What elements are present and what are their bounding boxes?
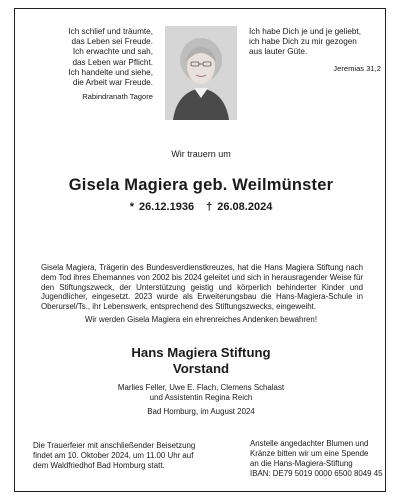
birth-date: * 26.12.1936: [129, 201, 195, 213]
tribute-line: in Oberursel/Ts., ihr Lebenswerk, entsprechend des Stiftungszwecks, eingeweiht.: [41, 292, 363, 312]
portrait-image: [165, 26, 237, 120]
quote-right-author: Jeremias 31,2: [333, 63, 381, 73]
donation-line: Kränze bitten wir um eine Spende: [250, 449, 369, 458]
members-line: Marlies Feller, Uwe E. Flach, Clemens Schalast: [117, 383, 285, 392]
funeral-line: Die Trauerfeier mit anschließender Beisetzung: [33, 441, 196, 450]
organization-board: Vorstand: [172, 361, 230, 376]
donation-line: an die Hans-Magiera-Stiftung: [250, 459, 353, 468]
death-date: † 26.08.2024: [206, 201, 273, 213]
donation-line: Anstelle angedachter Blumen und: [250, 439, 369, 448]
board-members: [15, 383, 387, 403]
organization-name: Hans Magiera Stiftung: [131, 345, 271, 360]
funeral-line: dem Waldfriedhof Bad Homburg statt.: [33, 461, 165, 470]
donation-notice: [250, 439, 400, 479]
tribute-line: Weise für den Stiftungszweck, der Unterstützung geistig und körperlich behinderter Kinder: [41, 272, 363, 292]
quote-left-line: die Arbeit war Freude.: [72, 78, 153, 88]
quote-left-line: Ich handelte und siehe,: [68, 67, 153, 77]
funeral-line: findet am 10. Oktober 2024, um 11.00 Uhr auf: [33, 451, 194, 460]
obituary-card: [14, 8, 386, 492]
members-line: und Assistentin Regina Reich: [149, 393, 253, 402]
quote-right-line: aus lauter Güte.: [249, 47, 308, 57]
place-date: Bad Homburg, im August 2024: [147, 407, 255, 416]
funeral-notice: [33, 441, 203, 471]
mourning-line: Wir trauern um: [171, 149, 231, 159]
quote-left: [35, 27, 153, 102]
quote-right-line: Ich habe Dich je und je geliebt,: [249, 27, 361, 36]
tribute-line: und Jugendlicher, eingesetzt. 2023 wurde als Erweiterungsbau die Hans-Magiera-Schule: [41, 282, 363, 302]
quote-right-line: ich habe Dich zu mir gezogen: [249, 37, 357, 47]
quote-right: [249, 27, 389, 74]
organization-block: [15, 345, 387, 377]
quote-left-line: das Leben war Pflicht.: [72, 57, 153, 67]
quote-left-author: Rabindranath Tagore: [82, 92, 153, 102]
quote-left-line: Ich erwachte und sah,: [72, 47, 153, 57]
donation-iban: IBAN: DE79 5019 0000 6500 8049 45: [250, 469, 383, 478]
tribute-line: nach dem Tod ihres Ehemannes von 2002 bis 2024 geleitet und sich in herausragender: [41, 263, 363, 282]
quote-left-line: Ich schlief und träumte,: [68, 27, 153, 36]
remembrance-line: Wir werden Gisela Magiera ein ehrenreiches Andenken bewahren!: [84, 315, 318, 324]
quote-left-line: das Leben sei Freude.: [71, 37, 153, 47]
deceased-name: Gisela Magiera geb. Weilmünster: [68, 176, 334, 194]
tribute-line: Gisela Magiera, Trägerin des Bundesverdienstkreuzes, hat die Hans Magiera Stiftung: [41, 263, 344, 272]
life-dates: [15, 201, 387, 213]
tribute-paragraph: [41, 263, 363, 312]
portrait-photo: [165, 26, 237, 120]
